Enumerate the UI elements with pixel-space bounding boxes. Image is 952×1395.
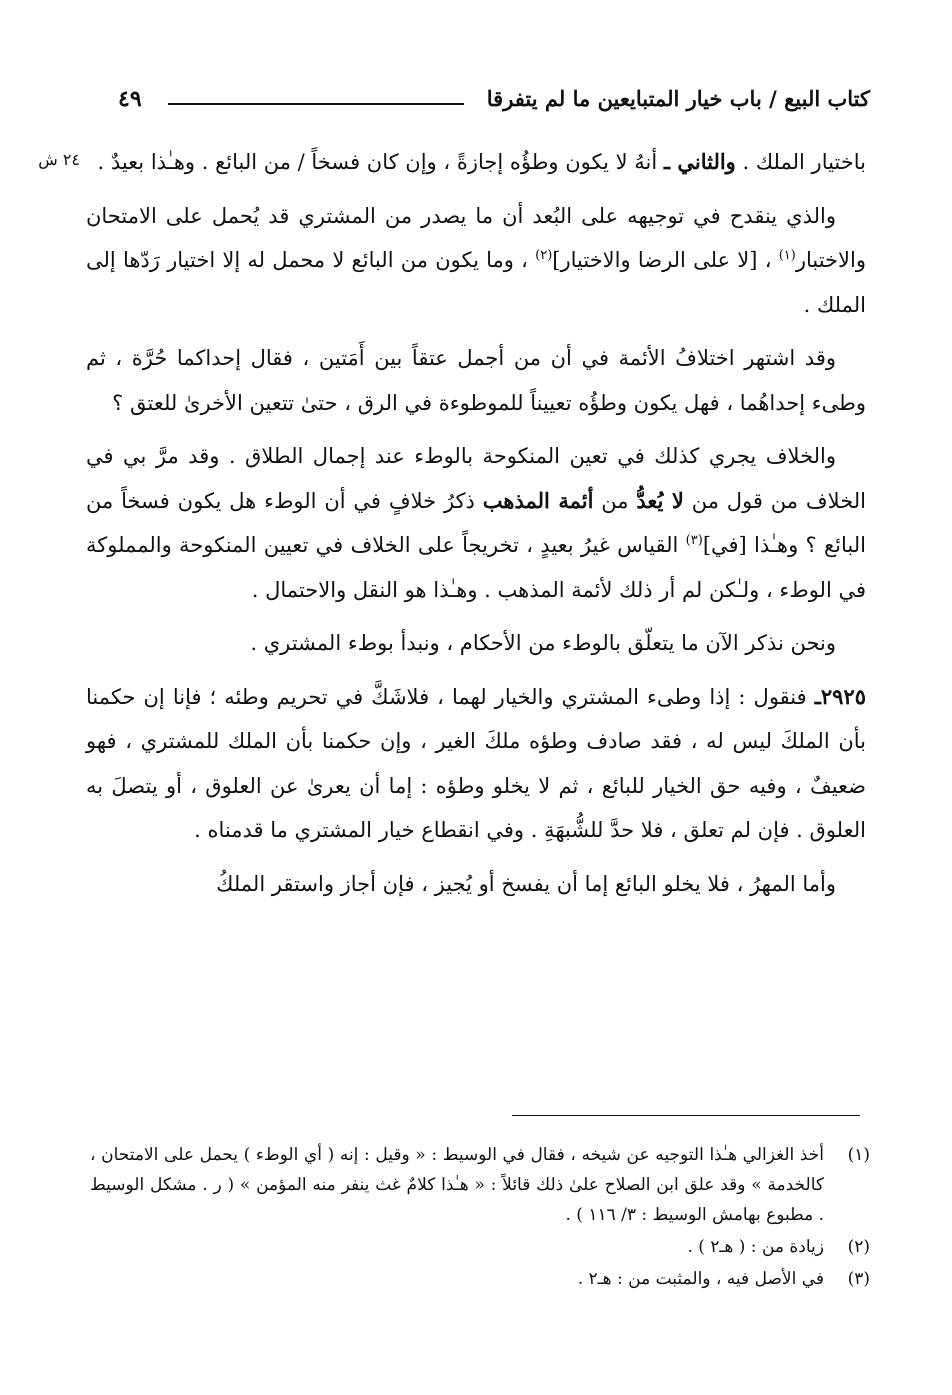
main-text [86,140,866,915]
footnotes [90,1140,870,1296]
running-title: كتاب البيع / باب خيار المتبايعين ما لم يتفرقا [486,86,870,111]
paragraph-3: وقد اشتهر اختلافُ الأئمة في أن من أجمل عتقاً بين أَمَتين ، فقال إحداكما حُرَّة ، ثم وطىء إحداهُما ، فهل يكون وطؤُه تعييناً للموطوءة في الرق ، حتىٰ تتعين الأخرىٰ للعتق ؟ [86,346,866,415]
paragraph-5: ونحن نذكر الآن ما يتعلّق بالوطء من الأحكام ، ونبدأ بوطء المشتري . [250,631,836,655]
paragraph-6: ٢٩٢٥ـ فنقول : إذا وطىء المشتري والخيار لهما ، فلاشَكَّ في تحريم وطئه ؛ فإنا إن حكمنا بأن الملكَ ليس له ، فقد صادف وطؤه ملكَ الغير ، وإن حكمنا بأن الملك للمشتري ، فهو ضعيفٌ ، وفيه حق الخيار للبائع ، ثم لا يخلو وطؤه : إما أن يعرىٰ عن العلوق ، أو يتصلَ به العلوق . فإن لم تعلق ، فلا حدَّ للشُّبهَةِ . وفي انقطاع خيار المشتري ما قدمناه . [86,683,866,842]
footnote-item: (٢) زيادة من : ( هـ٢ ) . [687,1237,870,1257]
paragraph-2: والذي ينقدح في توجيهه على البُعد أن ما يصدر من المشتري قد يُحمل على الامتحان والاختبار$^{(١)}$ ، [لا على الرضا والاختيار]$^{(٢)}$ ، وما يكون من البائع لا محمل له إلا اختيار رَدّها إلى الملك . [86,203,866,317]
footnote-ref-2: (٢) [535,248,553,263]
section-number: ٢٩٢٥ـ [814,683,866,709]
margin-folio-note: ٢٤ ش [38,150,80,169]
paragraph-1: باختيار الملك . والثاني ـ أنهُ لا يكون وطؤُه إجازةً ، وإن كان فسخاً / من البائع . وهـٰذا بعيدٌ . [97,149,866,174]
paragraph-4: والخلاف يجري كذلك في تعين المنكوحة بالوطء عند إجمال الطلاق . وقد مرَّ بي في الخلاف من قول من لا يُعدُّ من أئمة المذهب ذكرُ خلافٍ في أن الوطء هل يكون فسخاً من البائع ؟ وهـٰذا [في]$^{(٣)}$ القياس غيرُ بعيدٍ ، تخريجاً على الخلاف في تعيين المنكوحة والمملوكة في الوطء ، ولـٰكن لم أر ذلك لأئمة المذهب . وهـٰذا هو النقل والاحتمال . [86,444,866,602]
keyword-second: والثاني ـ [663,149,736,174]
header-rule [168,103,464,105]
page-number: ٤٩ [118,86,142,112]
footnote-ref-3: (٣) [685,533,703,548]
footnote-separator [512,1115,860,1116]
footnote-item: (١) أخذ الغزالي هـٰذا التوجيه عن شيخه ، فقال في الوسيط : « وقيل : إنه ( أي الوطء ) يحمل على الامتحان ، كالخدمة » وقد علق ابن الصلاح علىٰ ذلك قائلاً : « هـٰذا كلامٌ غث ينفر منه المؤمن » ( ر . مشكل الوسيط . مطبوع بهامش الوسيط : ٣/ ١١٦ ) . [90,1145,870,1225]
running-header [118,86,870,122]
footnote-item: (٣) في الأصل فيه ، والمثبت من : هـ٢ . [577,1269,870,1289]
footnote-ref-1: (١) [778,248,796,263]
paragraph-7: وأما المهرُ ، فلا يخلو البائع إما أن يفسخ أو يُجيز ، فإن أجاز واستقر الملكُ [216,871,836,896]
